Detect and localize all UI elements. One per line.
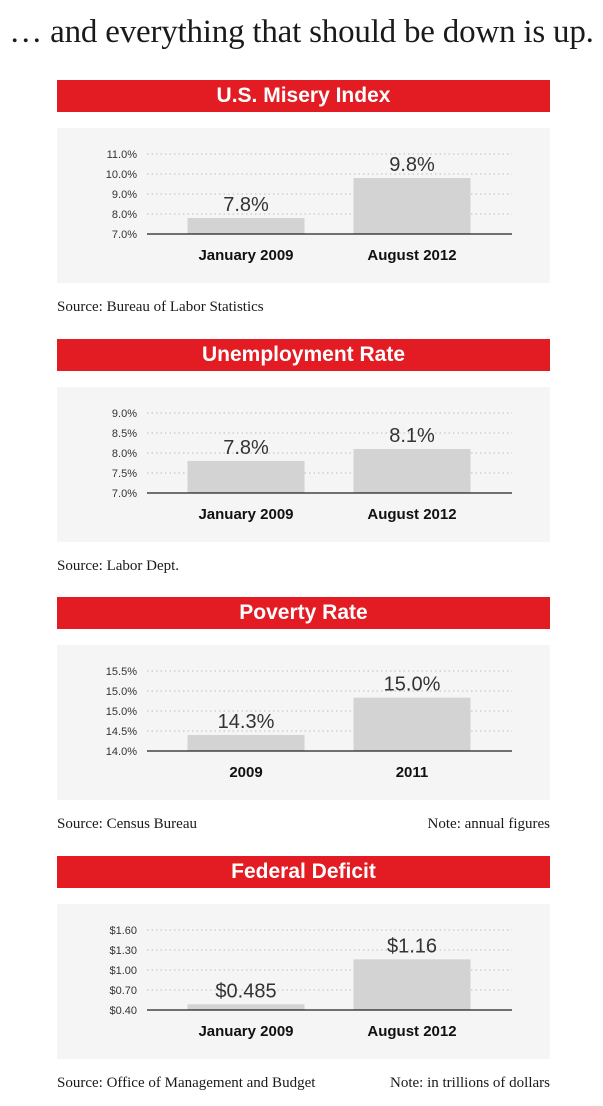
y-tick-label: $1.60: [109, 925, 137, 937]
x-tick-label: August 2012: [367, 506, 457, 523]
x-tick-label: January 2009: [198, 1023, 294, 1040]
chart-title: Poverty Rate: [57, 597, 550, 629]
chart-svg: [57, 128, 550, 283]
chart-area: [57, 904, 550, 1059]
data-label: 7.8%: [223, 437, 269, 459]
chart-area: [57, 645, 550, 800]
chart-svg: [57, 387, 550, 542]
data-label: $1.16: [386, 935, 438, 958]
chart-note: Note: in trillions of dollars: [390, 1075, 550, 1091]
bar: [188, 218, 305, 234]
page-headline: … and everything that should be down is up.: [9, 14, 594, 50]
y-tick-label: 15.0%: [105, 686, 137, 698]
y-tick-label: 15.5%: [105, 666, 137, 678]
data-label: 15.0%: [383, 673, 441, 696]
chart-svg: [57, 645, 550, 800]
y-tick-label: 14.5%: [105, 726, 137, 738]
bar: [354, 178, 471, 234]
bar: [354, 449, 471, 493]
bar: [188, 1004, 305, 1010]
chart-panel-misery-index: [0, 80, 603, 330]
chart-svg: [57, 904, 550, 1059]
x-tick-label: 2009: [229, 764, 263, 781]
chart-note: Note: annual figures: [427, 816, 550, 832]
chart-panel-unemployment-rate: [0, 339, 603, 589]
y-tick-label: $1.30: [109, 945, 137, 957]
chart-source: Source: Labor Dept.: [57, 558, 180, 574]
y-tick-label: 7.0%: [111, 229, 137, 241]
chart-title: Federal Deficit: [57, 856, 550, 888]
y-tick-label: $0.40: [109, 1005, 137, 1017]
y-tick-label: 15.0%: [105, 706, 137, 718]
chart-title: Unemployment Rate: [57, 339, 550, 371]
chart-area: [57, 128, 550, 283]
y-tick-label: $0.70: [109, 985, 137, 997]
x-tick-label: 2011: [395, 764, 429, 781]
y-tick-label: 9.0%: [111, 408, 137, 420]
y-tick-label: 8.0%: [111, 209, 137, 221]
data-label: 7.8%: [223, 194, 269, 216]
chart-source: Source: Office of Management and Budget: [57, 1075, 316, 1091]
y-tick-label: 7.5%: [111, 468, 137, 480]
bar: [354, 959, 471, 1010]
bar: [354, 698, 471, 751]
x-tick-label: August 2012: [367, 1023, 457, 1040]
x-tick-label: January 2009: [198, 506, 294, 523]
bar: [188, 461, 305, 493]
data-label: $0.485: [215, 980, 277, 1003]
chart-panel-federal-deficit: [0, 856, 603, 1106]
chart-source: Source: Census Bureau: [57, 816, 197, 832]
y-tick-label: 9.0%: [111, 189, 137, 201]
y-tick-label: 11.0%: [106, 149, 137, 161]
x-tick-label: January 2009: [198, 247, 294, 264]
y-tick-label: 8.0%: [111, 448, 137, 460]
data-label: 9.8%: [389, 154, 435, 176]
y-tick-label: 10.0%: [105, 169, 137, 181]
data-label: 14.3%: [217, 711, 275, 733]
chart-source: Source: Bureau of Labor Statistics: [57, 299, 264, 315]
y-tick-label: 8.5%: [111, 428, 137, 440]
x-tick-label: August 2012: [367, 247, 457, 264]
chart-area: [57, 387, 550, 542]
y-tick-label: 14.0%: [105, 746, 137, 758]
y-tick-label: $1.00: [109, 965, 137, 977]
data-label: 8.1%: [389, 425, 435, 447]
y-tick-label: 7.0%: [111, 488, 137, 500]
chart-title: U.S. Misery Index: [57, 80, 550, 112]
bar: [188, 735, 305, 751]
chart-panel-poverty-rate: [0, 597, 603, 847]
